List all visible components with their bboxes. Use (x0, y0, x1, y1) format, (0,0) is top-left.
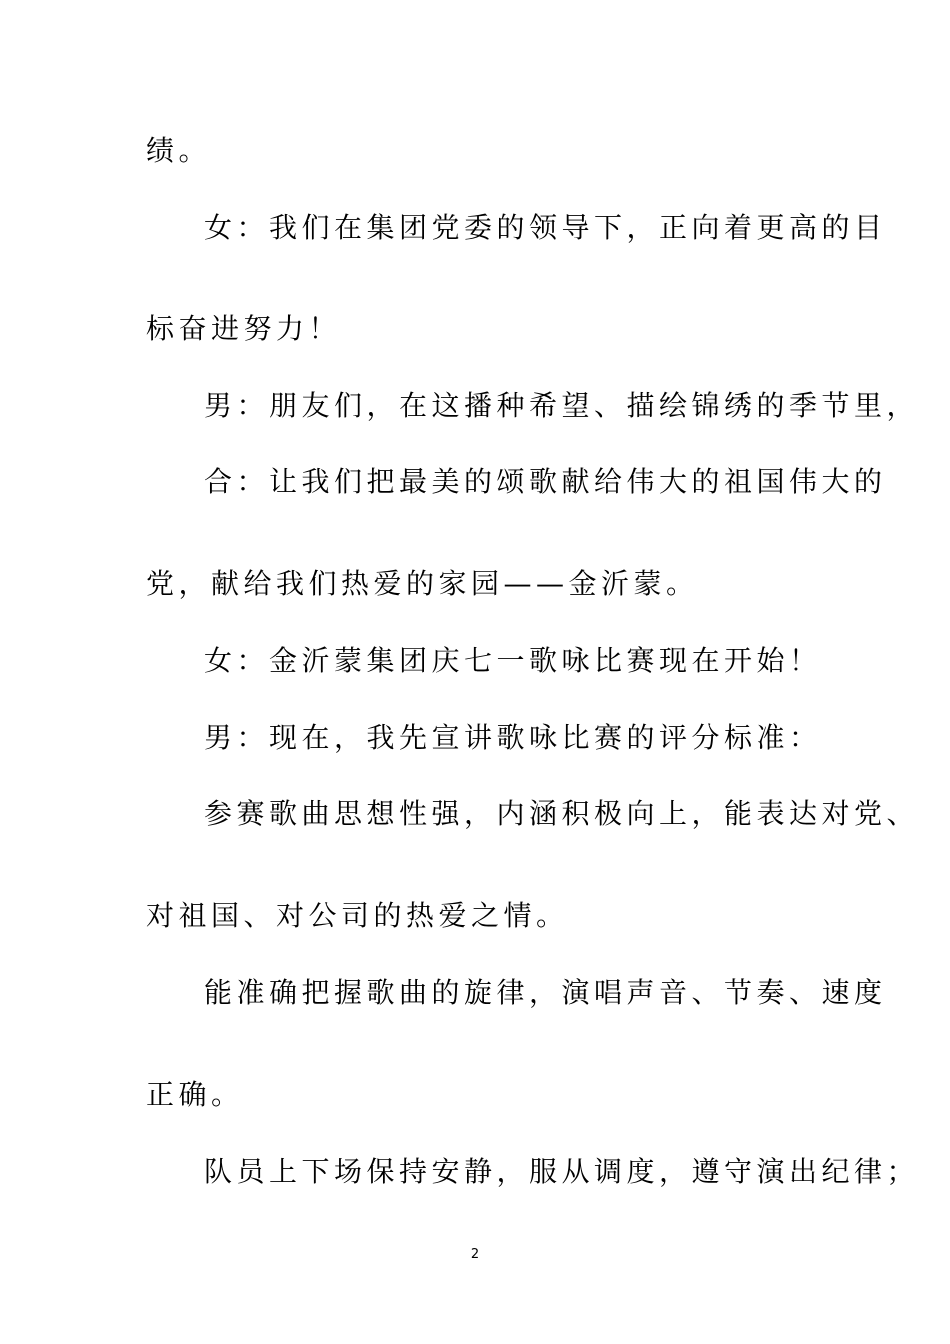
page-number: 2 (470, 1247, 480, 1262)
text-line: 绩。 (146, 134, 212, 167)
text-line: 党，献给我们热爱的家园——金沂蒙。 (146, 567, 699, 600)
text-line: 队员上下场保持安静，服从调度，遵守演出纪律； (204, 1155, 920, 1188)
text-line: 合：让我们把最美的颂歌献给伟大的祖国伟大的 (204, 465, 887, 498)
text-line: 标奋进努力！ (146, 312, 342, 345)
text-line: 参赛歌曲思想性强，内涵积极向上，能表达对党、 (204, 797, 920, 830)
text-line: 正确。 (146, 1078, 244, 1111)
text-line: 男：现在，我先宣讲歌咏比赛的评分标准： (204, 721, 822, 754)
text-line: 女：我们在集团党委的领导下，正向着更高的目 (204, 211, 887, 244)
text-line: 女：金沂蒙集团庆七一歌咏比赛现在开始！ (204, 644, 822, 677)
text-line: 男：朋友们，在这播种希望、描绘锦绣的季节里， (204, 389, 920, 422)
text-line: 能准确把握歌曲的旋律，演唱声音、节奏、速度 (204, 976, 887, 1009)
text-line: 对祖国、对公司的热爱之情。 (146, 899, 569, 932)
